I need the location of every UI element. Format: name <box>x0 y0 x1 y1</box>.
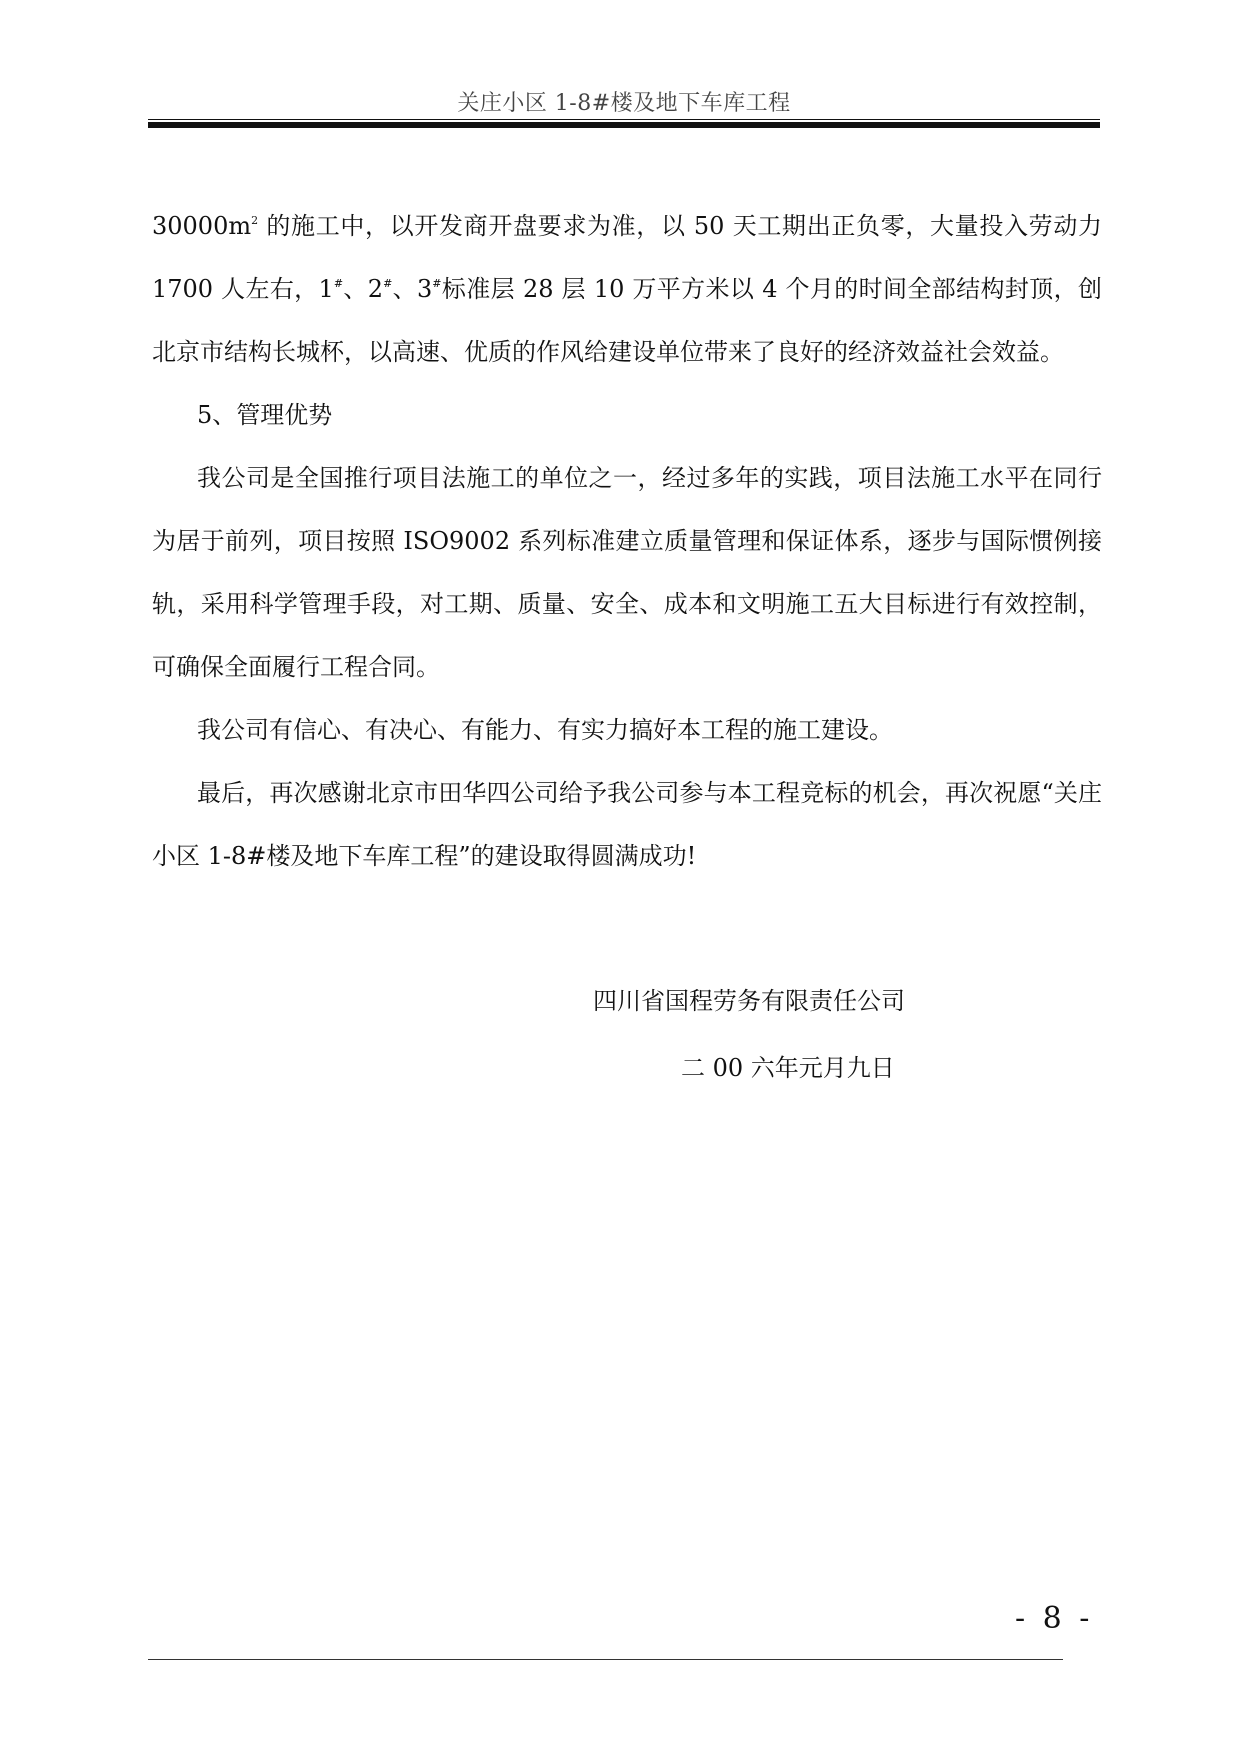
paragraph-project-record: $30000m^2$ 的施工中，以开发商开盘要求为准，以 50 天工期出正负零，大量投入劳动力 1700 人左右，1#、2#、3#标准层 28 层 10 万平方米以 4 个月的时间全部结构封顶，创北京市结构长城杯，以高速、优质的作风给建设单位带来了良好的经济效益社会效益。 <box>152 212 1102 366</box>
signature-date: 二 00 六年元月九日 <box>681 1054 895 1082</box>
signature-company: 四川省国程劳务有限责任公司 <box>593 987 905 1015</box>
page-number: - 8 - <box>1015 1601 1094 1636</box>
paragraph-management: 我公司是全国推行项目法施工的单位之一，经过多年的实践，项目法施工水平在同行为居于前列，项目按照 ISO9002 系列标准建立质量管理和保证体系，逐步与国际惯例接轨，采用科学管理手段，对工期、质量、安全、成本和文明施工五大目标进行有效控制，可确保全面履行工程合同。 <box>152 464 1102 681</box>
footer-rule <box>148 1659 1063 1660</box>
paragraph-thanks: 最后，再次感谢北京市田华四公司给予我公司参与本工程竞标的机会，再次祝愿“关庄小区 1-8#楼及地下车库工程”的建设取得圆满成功! <box>152 779 1102 870</box>
page-header: 关庄小区 1-8#楼及地下车库工程 <box>457 91 791 116</box>
header-rule-thick <box>148 122 1100 128</box>
header-rule <box>148 119 1100 120</box>
section-heading: 5、管理优势 <box>197 401 333 429</box>
document-body <box>152 195 1102 888</box>
paragraph-confidence: 我公司有信心、有决心、有能力、有实力搞好本工程的施工建设。 <box>197 716 893 744</box>
